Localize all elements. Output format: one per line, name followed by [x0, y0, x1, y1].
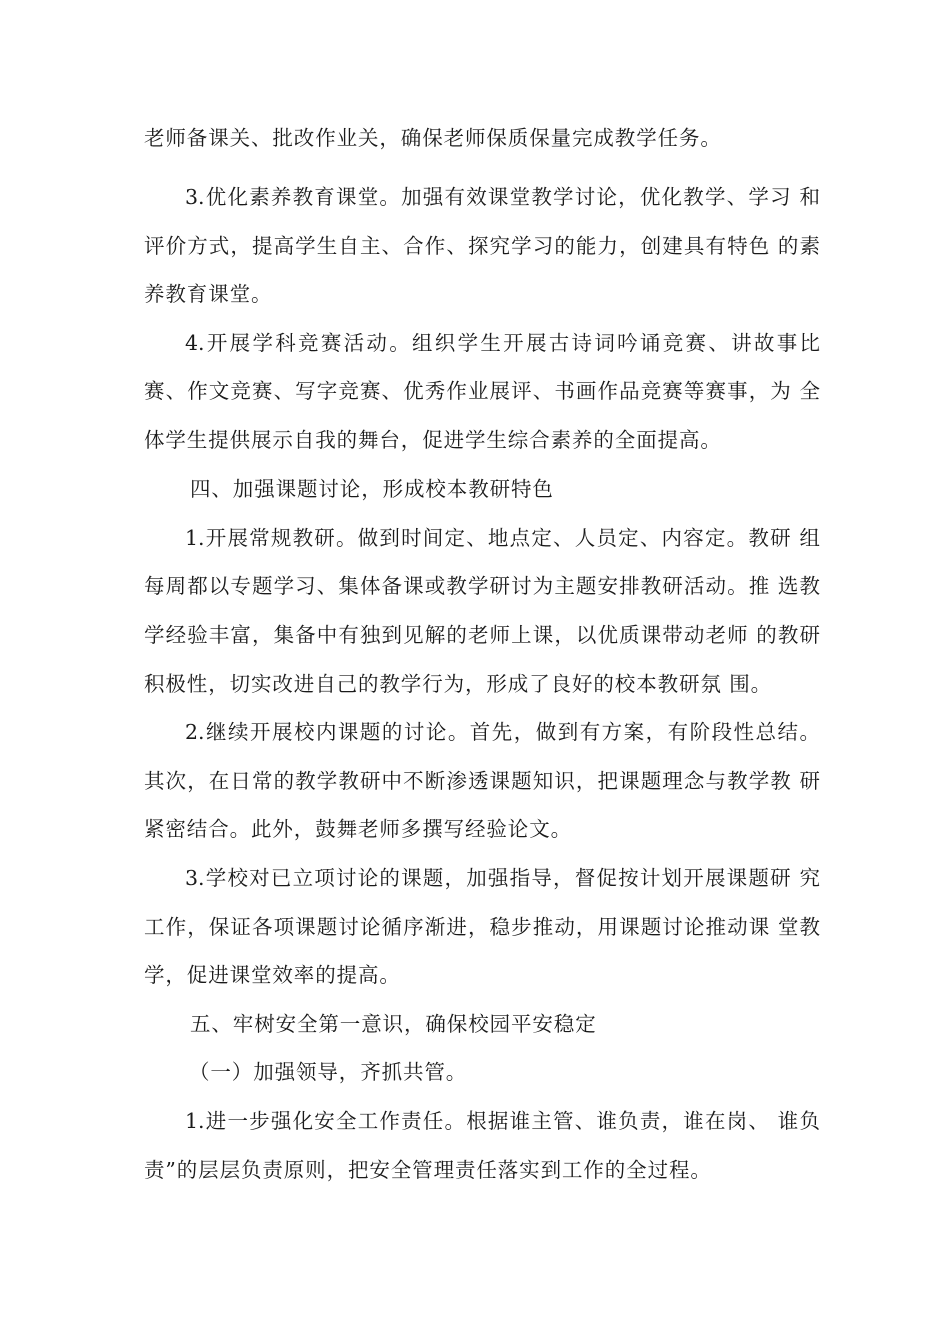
section-heading: 四、加强课题讨论，形成校本教研特色 [190, 477, 554, 501]
list-item-line: 3.优化素养教育课堂。加强有效课堂教学讨论，优化教学、学习 和 [185, 185, 820, 209]
body-text-line: 体学生提供展示自我的舞台，促进学生综合素养的全面提高。 [144, 428, 722, 452]
list-item-line: 1.进一步强化安全工作责任。根据谁主管、谁负责，谁在岗、 谁负 [185, 1109, 820, 1133]
body-text-line: 学，促进课堂效率的提高。 [144, 963, 401, 987]
section-heading: 五、牢树安全第一意识，确保校园平安稳定 [190, 1012, 597, 1036]
body-text-line: 养教育课堂。 [144, 282, 273, 306]
list-item-line: 1.开展常规教研。做到时间定、地点定、人员定、内容定。教研 组 [185, 526, 820, 550]
list-item-line: 2.继续开展校内课题的讨论。首先，做到有方案，有阶段性总结。 [185, 720, 820, 744]
body-text-line: 老师备课关、批改作业关，确保老师保质保量完成教学任务。 [144, 126, 722, 150]
body-text-line: 其次，在日常的教学教研中不断渗透课题知识，把课题理念与教学教 研 [144, 769, 820, 793]
subsection-heading: （一）加强领导，齐抓共管。 [189, 1060, 468, 1084]
body-text-line: 赛、作文竞赛、写字竞赛、优秀作业展评、书画作品竞赛等赛事，为 全 [144, 379, 820, 403]
body-text-line: 责”的层层负责原则，把安全管理责任落实到工作的全过程。 [144, 1158, 712, 1182]
list-item-line: 4.开展学科竞赛活动。组织学生开展古诗词吟诵竞赛、讲故事比 [185, 331, 820, 355]
body-text-line: 每周都以专题学习、集体备课或教学研讨为主题安排教研活动。推 选教 [144, 574, 820, 598]
body-text-line: 积极性，切实改进自己的教学行为，形成了良好的校本教研氛 围。 [144, 672, 773, 696]
body-text-line: 工作，保证各项课题讨论循序渐进，稳步推动，用课题讨论推动课 堂教 [144, 915, 820, 939]
body-text-line: 学经验丰富，集备中有独到见解的老师上课，以优质课带动老师 的教研 [144, 623, 820, 647]
body-text-line: 评价方式，提高学生自主、合作、探究学习的能力，创建具有特色 的素 [144, 234, 820, 258]
list-item-line: 3.学校对已立项讨论的课题，加强指导，督促按计划开展课题研 究 [185, 866, 820, 890]
body-text-line: 紧密结合。此外，鼓舞老师多撰写经验论文。 [144, 817, 572, 841]
